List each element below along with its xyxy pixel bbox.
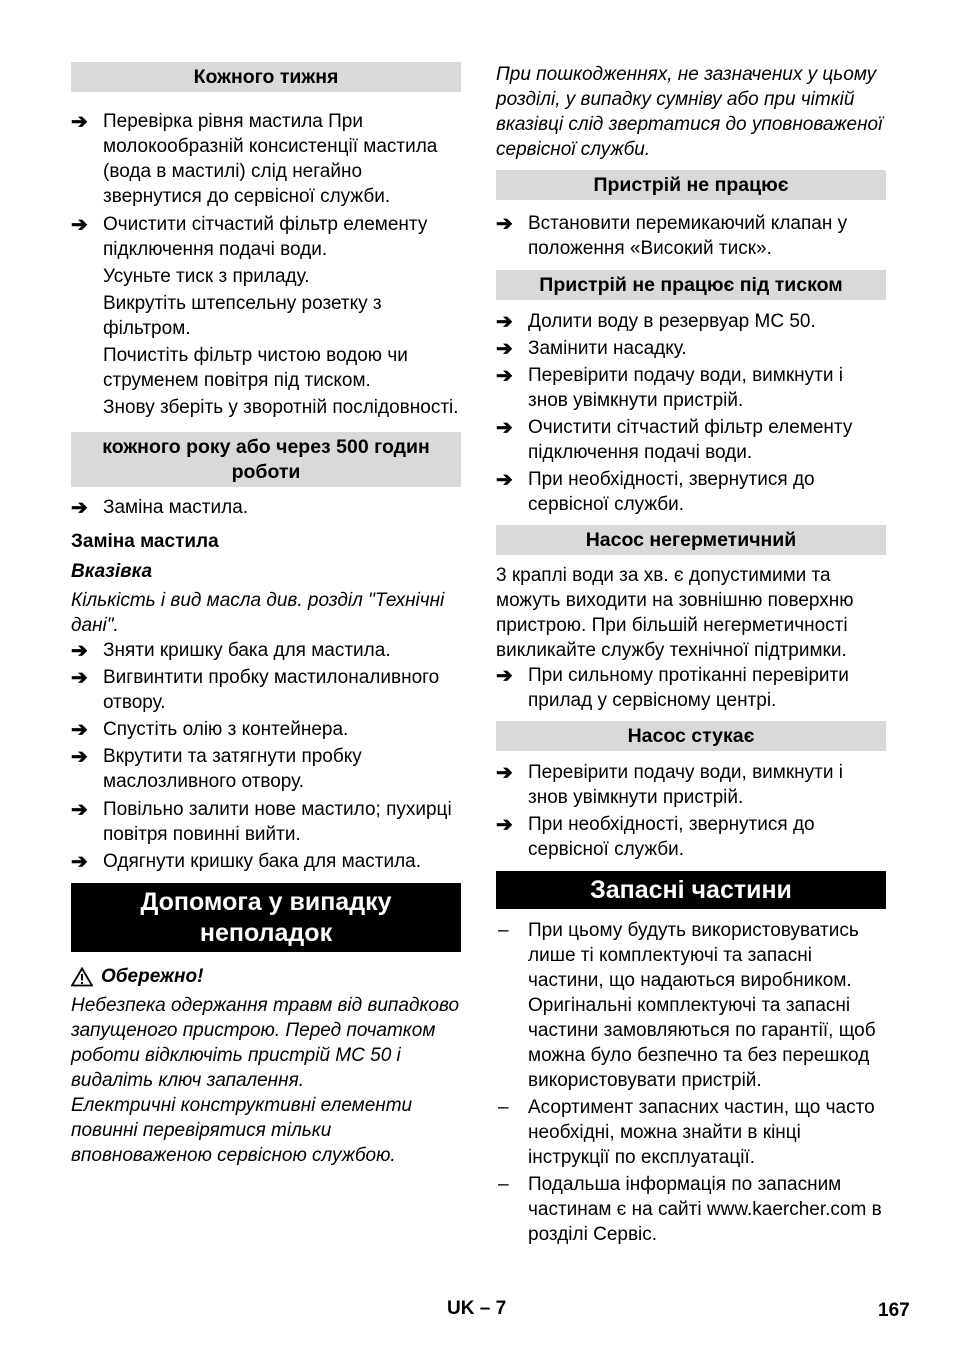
paragraph: Почистіть фільтр чистою водою чи струменем повітря під тиском.	[103, 345, 408, 391]
paragraph: Викрутіть штепсельну розетку з фільтром.	[103, 293, 382, 339]
list-item: ➔ Замінити насадку.	[496, 338, 687, 360]
page-number: 167	[878, 1300, 910, 1321]
list-item: ➔ Встановити перемикаючий клапан у положення «Високий тиск».	[496, 213, 848, 259]
arrow-right-icon: ➔	[496, 213, 513, 235]
note-title: Вказівка	[71, 561, 153, 582]
leak-text: 3 краплі води за хв. є допустимими та можуть виходити на зовнішню поверхню пристрою. При більшій негерметичності викликайте службу технічної підтримки.	[496, 565, 854, 661]
intro-text: При пошкодженнях, не зазначених у цьому розділі, у випадку сумніву або при чіткій вказівці слід звертатися до уповноваженої сервісної служби.	[496, 64, 883, 160]
chapter-heading-troubleshooting: Допомога у випадку неполадок	[71, 883, 461, 952]
note-text: Кількість і вид масла див. розділ "Технічні дані".	[71, 590, 445, 636]
caution-text: Небезпека одержання травм від випадково запущеного пристрою. Перед початком роботи відключіть пристрій MC 50 і видаліть ключ запалення.	[71, 995, 460, 1091]
arrow-right-icon: ➔	[496, 338, 513, 360]
caution-heading: Обережно!	[71, 964, 461, 989]
subheading-oil-change: Заміна мастила	[71, 531, 219, 552]
right-column	[496, 62, 886, 1247]
arrow-right-icon: ➔	[496, 365, 513, 387]
warning-triangle-icon	[71, 967, 93, 987]
list-item: ➔ Зняти кришку бака для мастила.	[71, 640, 391, 662]
list-item: ➔ Перевірка рівня мастила При молокообразній консистенції мастила (вода в мастилі) слід негайно звернутися до сервісної служби.	[71, 111, 438, 207]
list-item: – При цьому будуть використовуватись лише ті комплектуючі та запасні частини, що надаються виробником. Оригінальні комплектуючі та запасні частини замовляються по гарантії, щоб можна було безпечно та без перешкод використовувати пристрій.	[498, 920, 876, 1091]
arrow-right-icon: ➔	[496, 665, 513, 687]
list-item: ➔ При сильному протіканні перевірити прилад у сервісному центрі.	[496, 665, 849, 711]
chapter-heading-spare-parts: Запасні частини	[496, 871, 886, 909]
arrow-right-icon: ➔	[496, 311, 513, 333]
list-item: – Асортимент запасних частин, що часто необхідні, можна знайти в кінці інструкції по експлуатації.	[498, 1097, 875, 1168]
arrow-right-icon: ➔	[496, 762, 513, 784]
arrow-right-icon: ➔	[71, 799, 88, 821]
section-heading-weekly: Кожного тижня	[71, 62, 461, 92]
list-item: – Подальша інформація по запасним частинам є на сайті www.kaercher.com в розділі Сервіс.	[498, 1174, 882, 1245]
list-item: ➔ Повільно залити нове мастило; пухирці повітря повинні вийти.	[71, 799, 452, 845]
arrow-right-icon: ➔	[71, 746, 88, 768]
list-item: ➔ Заміна мастила.	[71, 497, 249, 519]
list-item: ➔ Долити воду в резервуар MC 50.	[496, 311, 816, 333]
arrow-right-icon: ➔	[496, 469, 513, 491]
list-item: ➔ При необхідності, звернутися до сервісної служби.	[496, 814, 815, 860]
list-item: ➔ Одягнути кришку бака для мастила.	[71, 851, 421, 873]
arrow-right-icon: ➔	[71, 111, 88, 133]
caution-text-electrical: Електричні конструктивні елементи повинні перевірятися тільки вповноваженою сервісною службою.	[71, 1095, 413, 1166]
section-heading-no-pressure: Пристрій не працює під тиском	[496, 270, 886, 300]
list-item: ➔ Очистити сітчастий фільтр елементу підключення подачі води.	[496, 417, 853, 463]
section-heading-leak: Насос негерметичний	[496, 525, 886, 555]
footer-section-label: UK – 7	[447, 1298, 507, 1319]
list-item: ➔ Перевірити подачу води, вимкнути і знов увімкнути пристрій.	[496, 365, 843, 411]
paragraph: Знову зберіть у зворотній послідовності.	[103, 397, 459, 418]
list-item: ➔ При необхідності, звернутися до сервісної служби.	[496, 469, 815, 515]
arrow-right-icon: ➔	[496, 417, 513, 439]
list-item: ➔ Очистити сітчастий фільтр елементу підключення подачі води.	[71, 214, 428, 260]
list-item: ➔ Вкрутити та затягнути пробку маслозливного отвору.	[71, 746, 362, 792]
paragraph: Усуньте тиск з приладу.	[103, 266, 310, 287]
list-item: ➔ Спустіть олію з контейнера.	[71, 719, 349, 741]
list-item: ➔ Вигвинтити пробку мастилоналивного отвору.	[71, 667, 440, 713]
section-heading-not-working: Пристрій не працює	[496, 170, 886, 200]
left-column	[71, 62, 461, 1168]
arrow-right-icon: ➔	[71, 640, 88, 662]
arrow-right-icon: ➔	[71, 497, 88, 519]
arrow-right-icon: ➔	[71, 667, 88, 689]
arrow-right-icon: ➔	[71, 851, 88, 873]
section-heading-yearly: кожного року або через 500 годин роботи	[71, 432, 461, 487]
arrow-right-icon: ➔	[71, 719, 88, 741]
section-heading-knock: Насос стукає	[496, 721, 886, 751]
arrow-right-icon: ➔	[496, 814, 513, 836]
arrow-right-icon: ➔	[71, 214, 88, 236]
list-item: ➔ Перевірити подачу води, вимкнути і знов увімкнути пристрій.	[496, 762, 843, 808]
